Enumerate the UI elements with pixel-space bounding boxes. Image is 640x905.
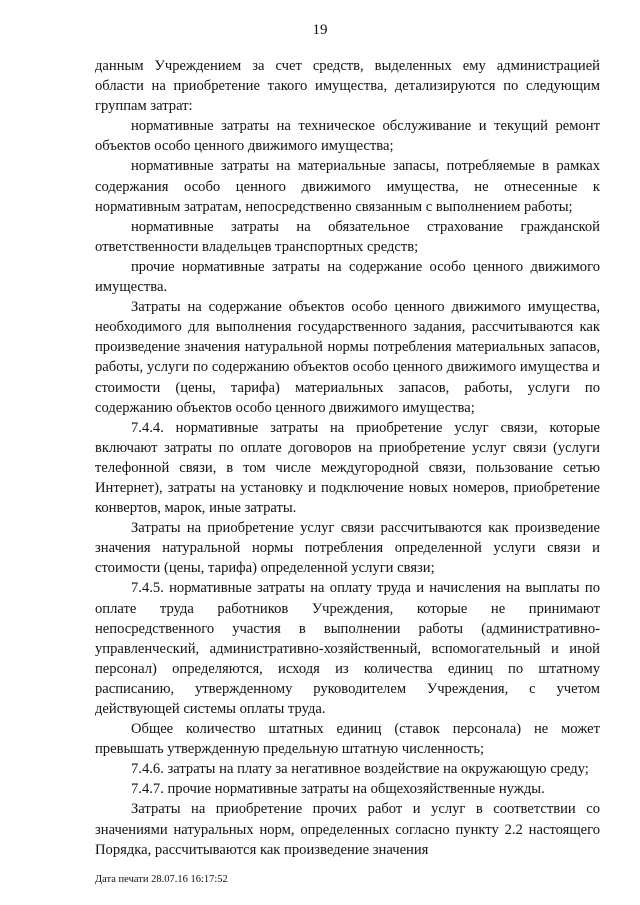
- document-body: [95, 56, 600, 860]
- page-number: 19: [312, 22, 328, 38]
- print-date: Дата печати 28.07.16 16:17:52: [95, 874, 228, 885]
- paragraph-7-4-6: 7.4.6. затраты на плату за негативное воздействие на окружающую среду;: [131, 761, 589, 778]
- paragraph-communication-costs: Затраты на приобретение услуг связи рассчитываются как произведение значения натуральной нормы потребления определенной услуги связи и стоимости (цены, тарифа) определенной услуги связи;: [95, 520, 600, 577]
- paragraph-property-upkeep: Затраты на содержание объектов особо ценного движимого имущества, необходимого для выполнения государственного задания, рассчитываются как произведение значения натуральной нормы потребления материальных запасов, работы, услуги по содержанию объектов особо ценного движимого имущества и стоимости (цены, тарифа) материальных запасов, работы, услуги по содержанию объектов особо ценного движимого имущества;: [95, 299, 600, 416]
- paragraph-maintenance-costs: нормативные затраты на техническое обслуживание и текущий ремонт объектов особо ценного движимого имущества;: [95, 118, 600, 155]
- paragraph-continuation: данным Учреждением за счет средств, выделенных ему администрацией области на приобретение такого имущества, детализируются по следующим группам затрат:: [95, 58, 600, 115]
- paragraph-other-costs: прочие нормативные затраты на содержание особо ценного движимого имущества.: [95, 258, 600, 296]
- paragraph-7-4-7: 7.4.7. прочие нормативные затраты на общехозяйственные нужды.: [131, 781, 545, 798]
- paragraph-material-costs: нормативные затраты на материальные запасы, потребляемые в рамках содержания особо ценного движимого имущества, не отнесенные к нормативным затратам, непосредственно связанным с выполнением работы;: [95, 158, 600, 215]
- paragraph-7-4-5: 7.4.5. нормативные затраты на оплату труда и начисления на выплаты по оплате труда работников Учреждения, которые не принимают непосредственного участия в выполнении работы (административно-управленческий, административно-хозяйственный, вспомогательный и иной персонал) определяются, исходя из количества единиц по штатному расписанию, утвержденному руководителем Учреждения, с учетом действующей системы оплаты труда.: [95, 580, 600, 717]
- paragraph-other-works: Затраты на приобретение прочих работ и услуг в соответствии со значениями натуральных норм, определенных согласно пункту 2.2 настоящего Порядка, рассчитываются как произведение значения: [95, 801, 600, 858]
- paragraph-7-4-4: 7.4.4. нормативные затраты на приобретение услуг связи, которые включают затраты по оплате договоров на приобретение услуг связи (услуги телефонной связи, в том числе междугородной связи, пользование сетью Интернет), затраты на установку и подключение новых номеров, приобретение конвертов, марок, иные затраты.: [95, 419, 600, 517]
- paragraph-staff-count: Общее количество штатных единиц (ставок персонала) не может превышать утвержденную предельную штатную численность;: [95, 721, 600, 758]
- paragraph-insurance-costs: нормативные затраты на обязательное страхование гражданской ответственности владельцев транспортных средств;: [95, 218, 600, 255]
